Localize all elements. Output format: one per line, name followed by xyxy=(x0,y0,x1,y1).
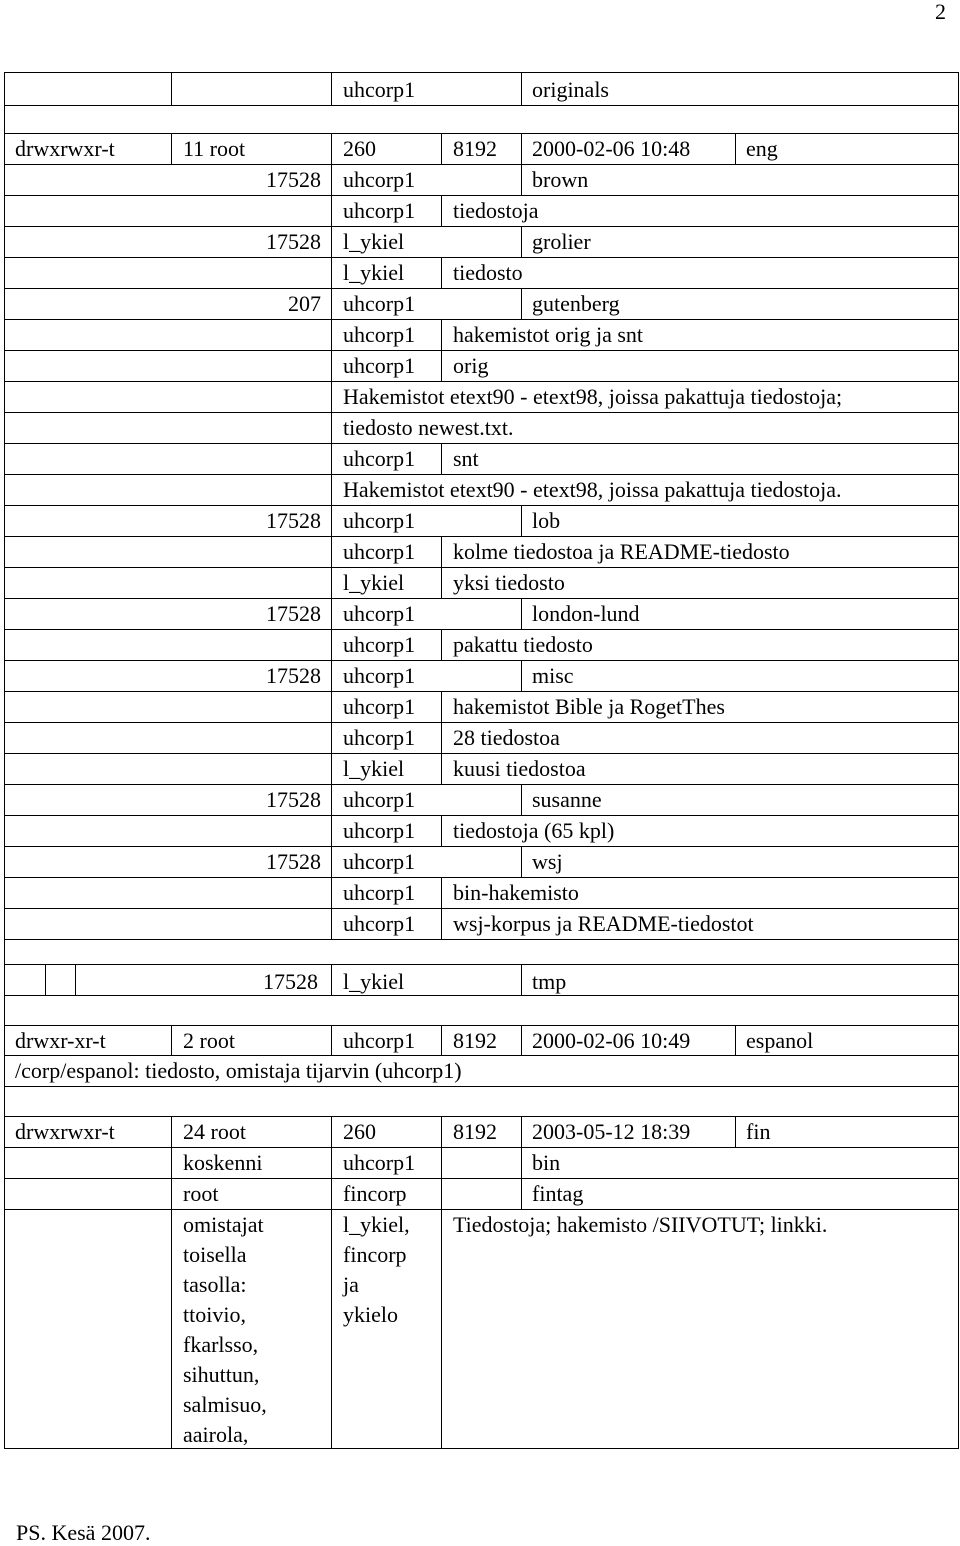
espanol-note: /corp/espanol: tiedosto, omistaja tijarvin (uhcorp1) xyxy=(15,1058,462,1083)
entry-dir: grolier xyxy=(532,229,591,254)
entry-num: 17528 xyxy=(266,229,321,254)
eng-entry-row xyxy=(4,164,959,195)
entry-num: 17528 xyxy=(266,601,321,626)
eng-entry-row xyxy=(4,660,959,691)
eng-entry-row xyxy=(4,629,959,660)
eng-entry-row xyxy=(4,753,959,784)
entry-user: uhcorp1 xyxy=(343,601,416,626)
fin-groups-line: ykielo xyxy=(343,1302,398,1327)
fin-bin-group: uhcorp1 xyxy=(343,1150,416,1175)
spacer-row xyxy=(4,995,959,1025)
header-owner: uhcorp1 xyxy=(343,77,416,102)
tmp-num: 17528 xyxy=(263,969,318,994)
entry-user: l_ykiel xyxy=(343,756,405,781)
eng-entry-row xyxy=(4,598,959,629)
eng-entry-row xyxy=(4,722,959,753)
eng-entry-row xyxy=(4,474,959,505)
entry-user: uhcorp1 xyxy=(343,508,416,533)
entry-user: uhcorp1 xyxy=(343,322,416,347)
eng-entry-row xyxy=(4,846,959,877)
eng-perms: drwxrwxr-t xyxy=(15,136,115,161)
eng-dir-row xyxy=(4,133,959,164)
header-row xyxy=(4,72,959,105)
eng-table xyxy=(4,72,959,967)
spacer-row xyxy=(4,105,959,133)
fin-date: 2003-05-12 18:39 xyxy=(532,1119,691,1144)
fin-owners-line: omistajat xyxy=(183,1212,264,1237)
eng-entry-row xyxy=(4,412,959,443)
entry-dir: lob xyxy=(532,508,561,533)
eng-entry-row xyxy=(4,319,959,350)
fin-groups-line: l_ykiel, xyxy=(343,1212,410,1237)
entry-user: l_ykiel xyxy=(343,229,405,254)
fin-groups-line: fincorp xyxy=(343,1242,407,1267)
entry-desc: snt xyxy=(453,446,479,471)
fin-bin-owner: koskenni xyxy=(183,1150,263,1175)
entry-num: 207 xyxy=(288,291,321,316)
fin-fintag-owner: root xyxy=(183,1181,219,1206)
espanol-name: espanol xyxy=(746,1028,814,1053)
entry-user: uhcorp1 xyxy=(343,198,416,223)
eng-entry-row xyxy=(4,784,959,815)
eng-entry-row xyxy=(4,350,959,381)
footer: PS. Kesä 2007. xyxy=(16,1520,151,1545)
entry-num: 17528 xyxy=(266,787,321,812)
fin-owners-line: ttoivio, xyxy=(183,1302,246,1327)
espanol-links-owner: 2 root xyxy=(183,1028,235,1053)
eng-entry-row xyxy=(4,288,959,319)
entry-wide-text: Hakemistot etext90 - etext98, joissa pakattuja tiedostoja; xyxy=(343,384,843,409)
eng-name: eng xyxy=(746,136,778,161)
fin-groups-line: ja xyxy=(343,1272,359,1297)
fin-owners-line: sihuttun, xyxy=(183,1362,260,1387)
entry-user: uhcorp1 xyxy=(343,694,416,719)
fin-owners-line: aairola, xyxy=(183,1422,249,1447)
entry-user: uhcorp1 xyxy=(343,291,416,316)
fin-owners-line: fkarlsso, xyxy=(183,1332,259,1357)
eng-size: 8192 xyxy=(453,136,497,161)
entry-user: uhcorp1 xyxy=(343,725,416,750)
eng-group: 260 xyxy=(343,136,376,161)
tmp-user: l_ykiel xyxy=(343,969,405,994)
espanol-note-row xyxy=(4,1055,959,1086)
eng-entry-row xyxy=(4,877,959,908)
tmp-dir: tmp xyxy=(532,969,567,994)
eng-entry-row xyxy=(4,443,959,474)
fin-groups-list xyxy=(343,1210,410,1330)
entry-desc: kuusi tiedostoa xyxy=(453,756,586,781)
entry-dir: brown xyxy=(532,167,589,192)
fin-fintag-group: fincorp xyxy=(343,1181,407,1206)
entry-user: uhcorp1 xyxy=(343,849,416,874)
eng-entry-row xyxy=(4,908,959,939)
eng-entry-row xyxy=(4,226,959,257)
entry-desc: tiedostoja (65 kpl) xyxy=(453,818,615,843)
entry-desc: hakemistot orig ja snt xyxy=(453,322,644,347)
entry-user: l_ykiel xyxy=(343,260,405,285)
entry-num: 17528 xyxy=(266,508,321,533)
fin-size: 8192 xyxy=(453,1119,497,1144)
spacer-row xyxy=(4,939,959,967)
fin-name: fin xyxy=(746,1119,771,1144)
fin-group: 260 xyxy=(343,1119,376,1144)
entry-desc: wsj-korpus ja README-tiedostot xyxy=(453,911,754,936)
entry-user: uhcorp1 xyxy=(343,353,416,378)
entry-user: uhcorp1 xyxy=(343,539,416,564)
entry-user: uhcorp1 xyxy=(343,663,416,688)
entry-user: uhcorp1 xyxy=(343,818,416,843)
entry-user: uhcorp1 xyxy=(343,446,416,471)
espanol-date: 2000-02-06 10:49 xyxy=(532,1028,691,1053)
entry-desc: tiedostoja xyxy=(453,198,539,223)
eng-entry-row xyxy=(4,505,959,536)
entry-dir: wsj xyxy=(532,849,563,874)
fin-owners-line: salmisuo, xyxy=(183,1392,267,1417)
entry-desc: hakemistot Bible ja RogetThes xyxy=(453,694,725,719)
entry-desc: tiedosto xyxy=(453,260,523,285)
fin-fintag-dir: fintag xyxy=(532,1181,584,1206)
espanol-dir-row xyxy=(4,1025,959,1055)
entry-num: 17528 xyxy=(266,663,321,688)
eng-entry-row xyxy=(4,815,959,846)
entry-user: uhcorp1 xyxy=(343,632,416,657)
eng-entry-row xyxy=(4,567,959,598)
eng-entry-row xyxy=(4,536,959,567)
tmp-row xyxy=(4,964,959,995)
entry-num: 17528 xyxy=(266,167,321,192)
fin-fintag-row xyxy=(4,1178,959,1209)
fin-owners-list xyxy=(183,1210,267,1450)
espanol-group: uhcorp1 xyxy=(343,1028,416,1053)
page-number: 2 xyxy=(935,0,946,24)
eng-entry-row xyxy=(4,257,959,288)
espanol-perms: drwxr-xr-t xyxy=(15,1028,106,1053)
eng-entry-row xyxy=(4,691,959,722)
fin-dir-row xyxy=(4,1116,959,1147)
entry-user: uhcorp1 xyxy=(343,911,416,936)
entry-user: uhcorp1 xyxy=(343,787,416,812)
eng-links-owner: 11 root xyxy=(183,136,246,161)
header-name: originals xyxy=(532,77,609,102)
entry-wide-text: Hakemistot etext90 - etext98, joissa pakattuja tiedostoja. xyxy=(343,477,842,502)
espanol-size: 8192 xyxy=(453,1028,497,1053)
entry-dir: london-lund xyxy=(532,601,640,626)
entry-dir: susanne xyxy=(532,787,602,812)
entry-dir: misc xyxy=(532,663,574,688)
fin-bin-dir: bin xyxy=(532,1150,561,1175)
fin-multiline-row xyxy=(4,1209,959,1449)
eng-date: 2000-02-06 10:48 xyxy=(532,136,691,161)
entry-desc: yksi tiedosto xyxy=(453,570,565,595)
spacer-row xyxy=(4,1086,959,1116)
eng-entry-row xyxy=(4,381,959,412)
entry-wide-text: tiedosto newest.txt. xyxy=(343,415,514,440)
entry-desc: bin-hakemisto xyxy=(453,880,579,905)
fin-owners-line: tasolla: xyxy=(183,1272,247,1297)
fin-links-owner: 24 root xyxy=(183,1119,246,1144)
fin-owners-line: toisella xyxy=(183,1242,247,1267)
entry-num: 17528 xyxy=(266,849,321,874)
fin-bin-row xyxy=(4,1147,959,1178)
entry-user: l_ykiel xyxy=(343,570,405,595)
eng-entries xyxy=(4,164,959,939)
fin-perms: drwxrwxr-t xyxy=(15,1119,115,1144)
tmp-table xyxy=(4,964,959,1449)
entry-desc: kolme tiedostoa ja README-tiedosto xyxy=(453,539,790,564)
entry-desc: pakattu tiedosto xyxy=(453,632,593,657)
entry-desc: orig xyxy=(453,353,489,378)
eng-entry-row xyxy=(4,195,959,226)
entry-dir: gutenberg xyxy=(532,291,620,316)
entry-user: uhcorp1 xyxy=(343,167,416,192)
entry-user: uhcorp1 xyxy=(343,880,416,905)
entry-desc: 28 tiedostoa xyxy=(453,725,560,750)
fin-description: Tiedostoja; hakemisto /SIIVOTUT; linkki. xyxy=(453,1212,828,1237)
